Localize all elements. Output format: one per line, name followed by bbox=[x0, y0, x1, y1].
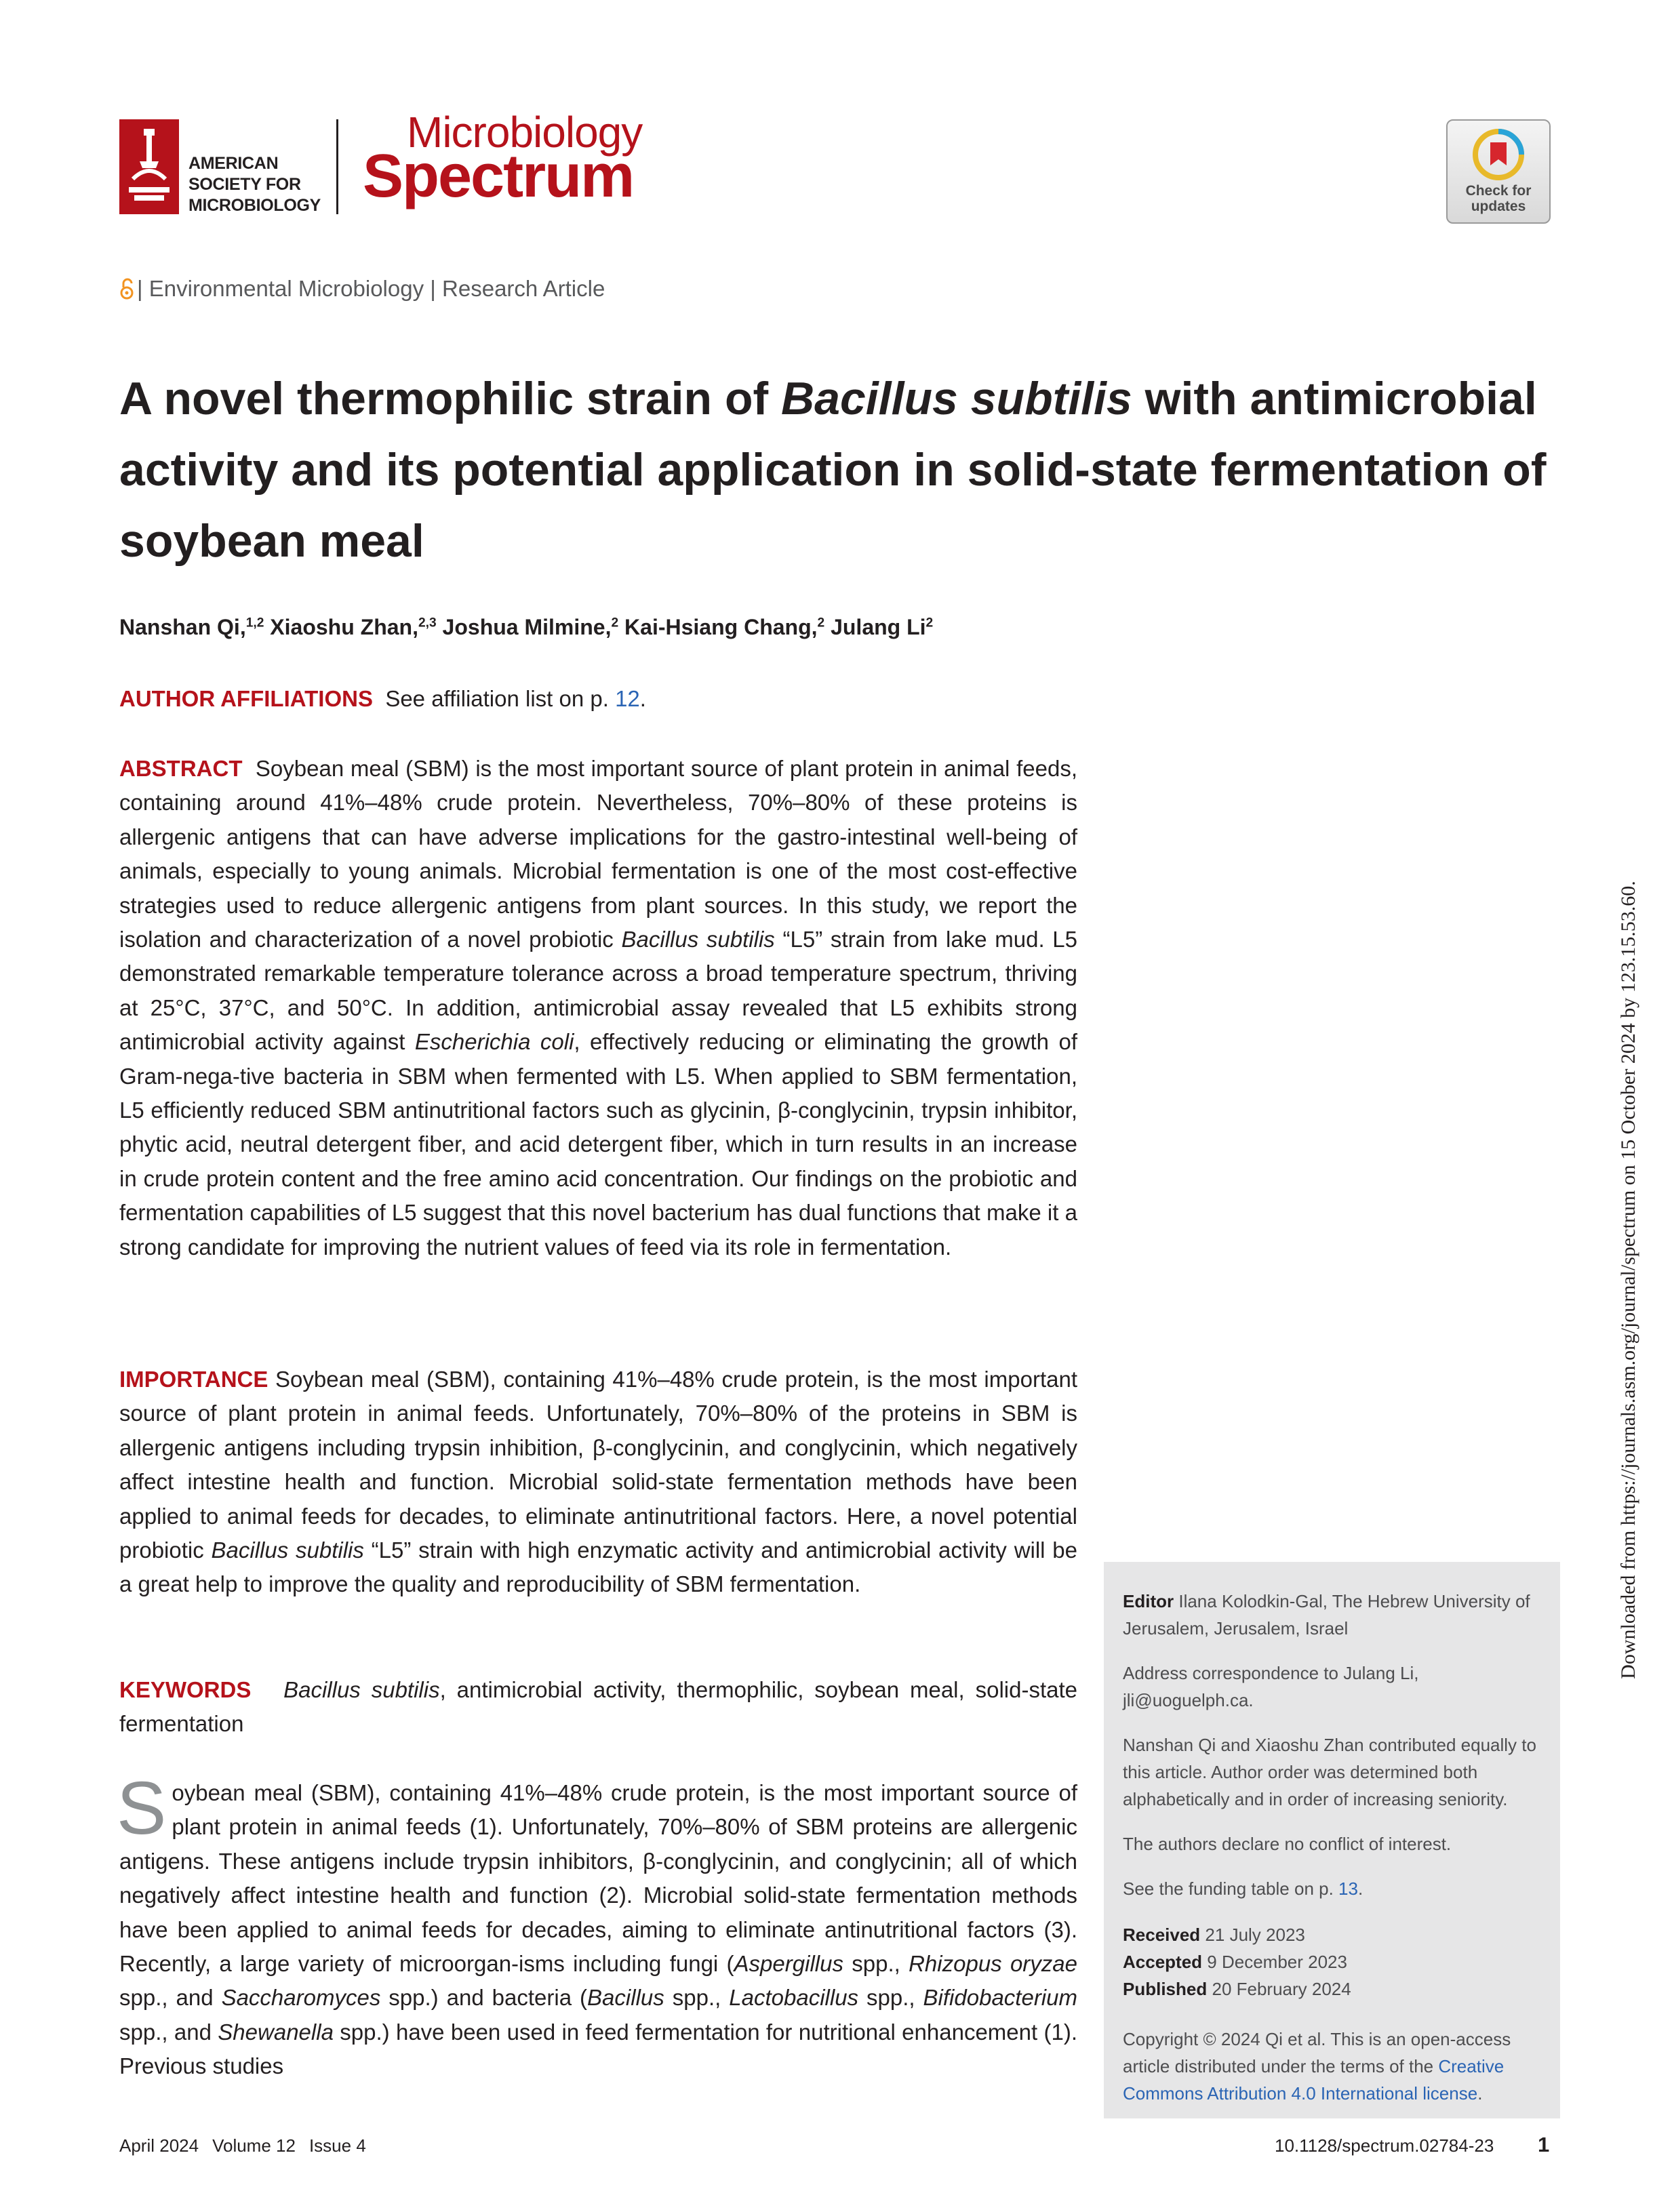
affiliations-page-link[interactable]: 12 bbox=[615, 686, 640, 711]
journal-name-line1: Microbiology bbox=[407, 108, 643, 157]
author-name[interactable]: Kai-Hsiang Chang, bbox=[624, 615, 818, 639]
download-watermark: Downloaded from https://journals.asm.org/journal/spectrum on 15 October 2024 by 123.15.53.60. bbox=[1617, 881, 1639, 1679]
asm-logo-icon bbox=[119, 119, 179, 214]
license-link[interactable]: Creative Commons Attribution 4.0 International license bbox=[1123, 2056, 1505, 2104]
issue-info bbox=[119, 2135, 380, 2156]
check-for-updates-button[interactable] bbox=[1446, 119, 1551, 224]
affiliations-heading: AUTHOR AFFILIATIONS bbox=[119, 686, 373, 711]
section-name[interactable]: Environmental Microbiology bbox=[148, 276, 424, 301]
editor-info: Editor Ilana Kolodkin-Gal, The Hebrew University of Jerusalem, Jerusalem, Israel bbox=[1123, 1591, 1530, 1638]
page-number: 1 bbox=[1538, 2133, 1550, 2156]
drop-cap: S bbox=[117, 1767, 167, 1850]
doi[interactable]: 10.1128/spectrum.02784-23 bbox=[1275, 2135, 1494, 2156]
publisher-name: AMERICAN SOCIETY FOR MICROBIOLOGY bbox=[188, 154, 321, 215]
author-name[interactable]: Nanshan Qi, bbox=[119, 615, 246, 639]
funding-page-link[interactable]: 13 bbox=[1338, 1878, 1358, 1899]
abstract-heading: ABSTRACT bbox=[119, 756, 243, 781]
article-dates: Received 21 July 2023 Accepted 9 December 2023 Published 20 February 2024 bbox=[1123, 1925, 1351, 1999]
article-type: Research Article bbox=[442, 276, 605, 301]
article-category: | Environmental Microbiology | Research Article bbox=[119, 276, 605, 302]
importance: IMPORTANCE Soybean meal (SBM), containing 41%–48% crude protein, is the most important source of plant protein in animal feeds. Unfortunately, 70%–80% of the proteins in SBM is allergenic antigens including trypsin inhibition, β-conglycinin, and conglycinin, which negatively affect intestine health and function. Microbial solid-state fermentation methods have been applied to animal feeds for decades, to eliminate antinutritional factors. Here, a novel potential probiotic Bacillus subtilis “L5” strain with high enzymatic activity and antimicrobial activity will be a great help to improve the quality and reproducibility of SBM fermentation. bbox=[119, 1367, 1077, 1597]
author-list: Nanshan Qi,$^{1,2}$ Xiaoshu Zhan,$^{2,3}$ Joshua Milmine,$^2$ Kai-Hsiang Chang,$^2$ Julang Li$^2$ bbox=[119, 615, 934, 639]
introduction-text: Soybean meal (SBM), containing 41%–48% crude protein, is the most important source of plant protein in animal feeds (1). Unfortunately, 70%–80% of SBM proteins are allergenic antigens. These antigens include trypsin inhibitors, β-conglycinin, and conglycinin; all of which negatively affect intestine health and function (2). Microbial solid-state fermentation methods have been applied to animal feeds for decades, aiming to eliminate antinutritional factors (3). Recently, a large variety of microorgan-isms including fungi (Aspergillus spp., Rhizopus oryzae spp., and Saccharomyces spp.) and bacteria (Bacillus spp., Lactobacillus spp., Bifidobacterium spp., and Shewanella spp.) have been used in feed fermentation for nutritional enhancement (1). Previous studies bbox=[117, 1767, 1078, 2079]
funding-note: See the funding table on p. 13. bbox=[1123, 1878, 1363, 1899]
importance-heading: IMPORTANCE bbox=[119, 1367, 268, 1392]
author-name[interactable]: Julang Li bbox=[831, 615, 926, 639]
contribution-note: Nanshan Qi and Xiaoshu Zhan contributed equally to this article. Author order was determined both alphabetically and in order of increasing seniority. bbox=[1123, 1735, 1536, 1809]
copyright-notice: Copyright © 2024 Qi et al. This is an open-access article distributed under the terms of the Creative Commons Attribution 4.0 International license. bbox=[1123, 2029, 1511, 2104]
correspondence: Address correspondence to Julang Li, jli@uoguelph.ca. bbox=[1123, 1663, 1419, 1710]
logo-divider bbox=[336, 119, 338, 214]
open-access-lock-icon bbox=[119, 278, 134, 300]
article-title: A novel thermophilic strain of Bacillus subtilis with antimicrobial activity and its potential application in solid-state fermentation of soybean meal bbox=[119, 373, 1547, 567]
keywords: KEYWORDS Bacillus subtilis, antimicrobial activity, thermophilic, soybean meal, solid-state fermentation bbox=[119, 1677, 1077, 1737]
volume: Volume 12 bbox=[212, 2135, 296, 2156]
issue-date: April 2024 bbox=[119, 2135, 199, 2156]
crossmark-icon bbox=[1473, 129, 1524, 180]
issue: Issue 4 bbox=[308, 2135, 366, 2156]
conflict-statement: The authors declare no conflict of interest. bbox=[1123, 1834, 1452, 1854]
keywords-heading: KEYWORDS bbox=[119, 1677, 252, 1702]
author-name[interactable]: Joshua Milmine, bbox=[442, 615, 612, 639]
author-name[interactable]: Xiaoshu Zhan, bbox=[270, 615, 418, 639]
abstract: ABSTRACT Soybean meal (SBM) is the most important source of plant protein in animal feeds, containing around 41%–48% crude protein. Nevertheless, 70%–80% of these proteins is allergenic antigens that can have adverse implications for the gastro-intestinal well-being of animals, especially to young animals. Microbial fermentation is one of the most cost-effective strategies used to reduce allergenic antigens from plant sources. In this study, we report the isolation and characterization of a novel probiotic Bacillus subtilis “L5” strain from lake mud. L5 demonstrated remarkable temperature tolerance across a broad temperature spectrum, thriving at 25°C, 37°C, and 50°C. In addition, antimicrobial assay revealed that L5 exhibits strong antimicrobial activity against Escherichia coli, effectively reducing or eliminating the growth of Gram-nega-tive bacteria in SBM when fermented with L5. When applied to SBM fermentation, L5 efficiently reduced SBM antinutritional factors such as glycinin, β-conglycinin, trypsin inhibitor, phytic acid, neutral detergent fiber, and acid detergent fiber, which in turn results in an increase in crude protein content and the free amino acid concentration. Our findings on the probiotic and fermentation capabilities of L5 suggest that this novel bacterium has dual functions that make it a strong candidate for improving the nutrient values of feed via its role in fermentation. bbox=[119, 756, 1078, 1260]
article-info-sidebar bbox=[1104, 1562, 1560, 2118]
check-updates-label: Check for updates bbox=[1465, 183, 1532, 214]
author-affiliations: AUTHOR AFFILIATIONS See affiliation list on p. 12. bbox=[119, 686, 646, 711]
journal-name-line2: Spectrum bbox=[363, 142, 634, 210]
